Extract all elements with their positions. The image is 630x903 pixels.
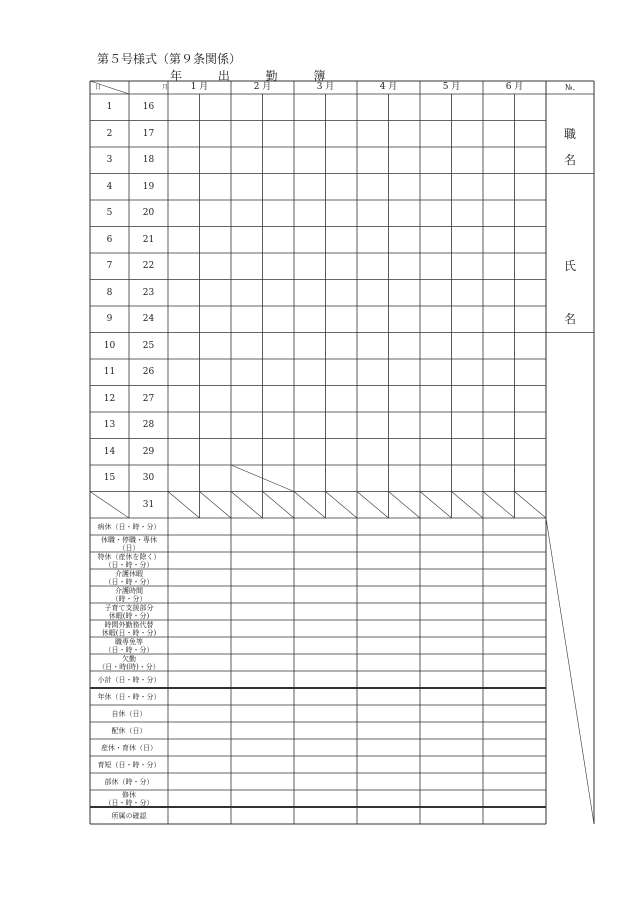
summary-row-label [90,637,168,654]
summary-row-label [90,739,168,756]
summary-label-line: （日） [118,543,140,552]
summary-label-line: （日・時・分） [104,798,154,807]
summary-row-label [90,518,168,535]
day-number: 25 [142,340,155,351]
summary-label-line: 小計（日・時・分） [97,675,161,684]
day-number: 1 [106,102,113,112]
day-number: 7 [106,261,113,271]
day-number: 16 [142,102,155,112]
day31-diagonal [420,492,452,519]
day-number: 26 [142,367,155,377]
summary-label-line: 部休（時・分） [104,777,154,786]
name-label: 名 [563,312,576,326]
month-header: 5 月 [442,82,461,92]
summary-label-line: 病休（日・時・分） [97,522,161,531]
summary-label-line: 職専免等 [115,637,143,646]
summary-label-line: 欠勤 [122,654,136,663]
summary-label-line: 特休（産休を除く） [97,552,161,561]
summary-row-label [90,705,168,722]
month-header: 2 月 [253,82,272,92]
form-title: 第５号様式（第９条関係） [97,52,242,66]
day-number: 22 [142,261,155,271]
day31-diagonal [168,492,200,519]
summary-label-line: 時間外勤務代替 [104,620,154,629]
summary-label-line: 休暇(日・時・分) [101,628,157,637]
corner-month-label: 月 [161,84,168,91]
day-number: 27 [142,393,155,404]
summary-label-line: 所属の確認 [111,811,147,820]
day-number: 28 [142,420,155,430]
summary-row-label [90,807,168,824]
day-number: 19 [142,181,155,192]
summary-label-line: （日・時・分） [104,577,154,586]
summary-label-line: 休職・停職・専休 [101,535,157,544]
summary-row-label [90,756,168,773]
month-header: 3 月 [316,82,335,92]
day31-diagonal [357,492,389,519]
summary-label-line: （時・分） [111,594,147,603]
day31-diagonal [200,492,232,519]
summary-label-line: 配休（日） [111,726,147,735]
day-number: 5 [106,208,113,218]
summary-row-label [90,790,168,807]
summary-row-label [90,620,168,637]
job-title-label: 名 [563,153,576,167]
day31-diagonal [263,492,295,519]
summary-label-line: 自休（日） [111,709,147,718]
summary-row-label [90,773,168,790]
job-title-label: 職 [563,126,576,141]
summary-row-label [90,654,168,671]
day31-diagonal [389,492,421,519]
summary-row-label [90,688,168,705]
day-number: 13 [103,420,116,430]
day31-diagonal [452,492,484,519]
day31-diagonal [515,492,547,519]
summary-row-label [90,586,168,603]
day31-diagonal [231,492,263,519]
day-number: 9 [106,314,113,324]
book-title: 年 出 勤 簿 [170,69,342,83]
summary-label-line: 子育て支援部分 [104,603,154,612]
summary-row-label [90,722,168,739]
summary-label-line: 年休（日・時・分） [97,692,161,701]
name-label: 氏 [563,259,576,273]
summary-label-line: 修休 [122,790,136,799]
day-number: 30 [142,473,155,483]
day-number: 17 [142,128,155,139]
day31-diagonal [294,492,326,519]
summary-row-label [90,535,168,552]
day-number: 29 [142,446,155,457]
day-number: 11 [103,367,116,377]
day-number: 12 [103,393,116,404]
day-number: 24 [142,314,155,324]
summary-row-label [90,671,168,688]
summary-label-line: （日・時・分） [104,560,154,569]
day-number: 18 [142,155,155,165]
day-number: 21 [142,234,155,245]
summary-label-line: （日・時・分） [104,645,154,654]
day-number: 14 [103,446,116,457]
month-header: 1 月 [190,82,209,92]
month-header: 6 月 [505,82,524,92]
month-header: 4 月 [379,82,398,92]
summary-label-line: 介護休暇 [115,569,143,578]
summary-label-line: 介護時間 [115,586,143,595]
day-number: 15 [103,473,116,483]
day-number: 8 [106,287,113,298]
summary-row-label [90,552,168,569]
day-number: 31 [142,499,155,510]
day-number: 20 [142,208,155,218]
corner-day-label: 日 [94,84,101,91]
day31-diagonal [326,492,358,519]
summary-label-line: （日・時(時)・分） [98,662,160,671]
summary-label-line: 休暇(時・分) [108,611,150,620]
summary-row-label [90,603,168,620]
day-number: 3 [106,155,113,165]
day-number: 10 [103,340,116,351]
no-header: №. [564,83,576,92]
summary-row-label [90,569,168,586]
day-number: 2 [106,128,113,139]
day-number: 4 [106,181,113,192]
day-number: 23 [142,287,155,298]
summary-label-line: 産休・育休（日） [101,743,157,752]
summary-label-line: 育短（日・時・分） [97,760,161,769]
day31-diagonal [90,492,129,519]
day31-diagonal [483,492,515,519]
side-diagonal [546,518,594,824]
day-number: 6 [106,234,113,245]
